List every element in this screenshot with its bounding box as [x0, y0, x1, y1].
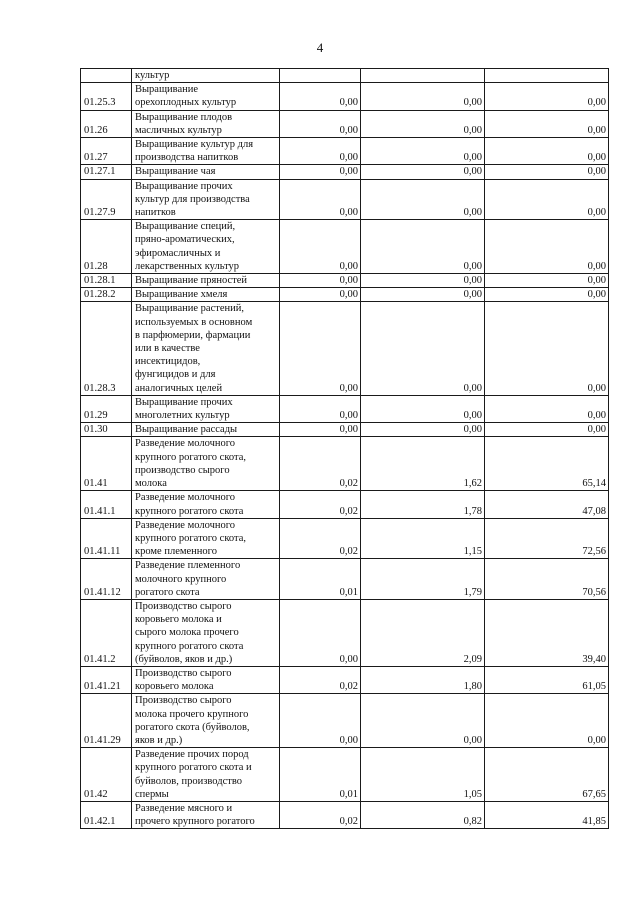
- activity-name-line: молока: [135, 478, 167, 490]
- value-col-3: 0,00: [485, 179, 609, 220]
- value-col-3: 0,00: [485, 694, 609, 748]
- activity-name: [132, 748, 280, 802]
- value-col-1: 0,00: [280, 694, 361, 748]
- activity-name-line: молока прочего крупного: [135, 708, 249, 720]
- activity-code: [81, 69, 132, 83]
- activity-name-line: Выращивание прочих: [135, 396, 233, 408]
- activity-code: 01.28.1: [81, 274, 132, 288]
- table-row: [81, 437, 609, 491]
- value-col-2: 0,00: [361, 423, 485, 437]
- value-col-3: 70,56: [485, 559, 609, 600]
- value-col-2: 0,00: [361, 274, 485, 288]
- activity-name: [132, 110, 280, 137]
- activity-name-line: или в качестве: [135, 343, 200, 355]
- value-col-3: 0,00: [485, 110, 609, 137]
- activity-name: [132, 83, 280, 110]
- activity-name-line: Выращивание пряностей: [135, 275, 248, 287]
- value-col-3: 65,14: [485, 437, 609, 491]
- activity-name-line: Разведение прочих пород: [135, 749, 249, 761]
- table-row: [81, 302, 609, 395]
- activity-name: [132, 801, 280, 828]
- activity-code: 01.29: [81, 395, 132, 422]
- activity-name: [132, 274, 280, 288]
- activity-code: 01.28.3: [81, 302, 132, 395]
- activity-name-line: масличных культур: [135, 124, 222, 136]
- activity-name-line: пряно-ароматических,: [135, 234, 235, 246]
- value-col-2: 1,80: [361, 666, 485, 693]
- activity-name-line: крупного рогатого скота и: [135, 762, 252, 774]
- value-col-2: 0,00: [361, 288, 485, 302]
- activity-name-line: фунгицидов и для: [135, 369, 216, 381]
- value-col-1: 0,00: [280, 599, 361, 666]
- activity-name-line: Производство сырого: [135, 667, 232, 679]
- activity-name: [132, 302, 280, 395]
- activity-code: 01.41.2: [81, 599, 132, 666]
- table-row: [81, 518, 609, 559]
- value-col-2: 0,00: [361, 110, 485, 137]
- activity-name-line: эфиромасличных и: [135, 247, 221, 259]
- table-row: [81, 599, 609, 666]
- table-row: [81, 220, 609, 274]
- table-row: [81, 179, 609, 220]
- value-col-2: 1,15: [361, 518, 485, 559]
- activity-code: 01.41.12: [81, 559, 132, 600]
- activity-code: 01.41: [81, 437, 132, 491]
- activity-name-line: коровьего молока: [135, 681, 214, 693]
- activity-code: 01.42: [81, 748, 132, 802]
- value-col-2: 0,82: [361, 801, 485, 828]
- activity-code: 01.41.29: [81, 694, 132, 748]
- table-row: [81, 83, 609, 110]
- activity-name: [132, 69, 280, 83]
- activity-code: 01.28: [81, 220, 132, 274]
- value-col-2: 0,00: [361, 83, 485, 110]
- table-row: [81, 110, 609, 137]
- value-col-3: 67,65: [485, 748, 609, 802]
- value-col-3: 0,00: [485, 165, 609, 179]
- value-col-1: [280, 69, 361, 83]
- data-table: [80, 68, 609, 829]
- table-row: [81, 69, 609, 83]
- value-col-1: 0,00: [280, 165, 361, 179]
- value-col-1: 0,00: [280, 288, 361, 302]
- value-col-3: 72,56: [485, 518, 609, 559]
- table-row: [81, 666, 609, 693]
- value-col-2: 0,00: [361, 165, 485, 179]
- activity-name: [132, 138, 280, 165]
- value-col-1: 0,00: [280, 83, 361, 110]
- table-row: [81, 801, 609, 828]
- value-col-2: 1,78: [361, 491, 485, 518]
- value-col-2: 2,09: [361, 599, 485, 666]
- activity-name: [132, 491, 280, 518]
- value-col-3: [485, 69, 609, 83]
- activity-name: [132, 666, 280, 693]
- activity-name-line: сырого молока прочего: [135, 627, 239, 639]
- value-col-1: 0,00: [280, 138, 361, 165]
- table-row: [81, 491, 609, 518]
- activity-name-line: культур для производства: [135, 193, 250, 205]
- activity-name-line: Производство сырого: [135, 600, 232, 612]
- activity-name-line: крупного рогатого скота,: [135, 532, 247, 544]
- activity-name: [132, 220, 280, 274]
- activity-name: [132, 559, 280, 600]
- activity-name-line: Выращивание специй,: [135, 221, 236, 233]
- value-col-2: 0,00: [361, 395, 485, 422]
- activity-name: [132, 179, 280, 220]
- value-col-1: 0,00: [280, 423, 361, 437]
- value-col-1: 0,01: [280, 559, 361, 600]
- value-col-2: 0,00: [361, 694, 485, 748]
- table-row: [81, 559, 609, 600]
- value-col-1: 0,00: [280, 302, 361, 395]
- table-row: [81, 288, 609, 302]
- activity-name-line: яков и др.): [135, 734, 183, 746]
- value-col-1: 0,02: [280, 437, 361, 491]
- value-col-3: 0,00: [485, 138, 609, 165]
- activity-name: [132, 423, 280, 437]
- activity-name-line: Разведение молочного: [135, 519, 236, 531]
- value-col-3: 39,40: [485, 599, 609, 666]
- activity-name-line: Производство сырого: [135, 695, 232, 707]
- activity-code: 01.27.1: [81, 165, 132, 179]
- value-col-2: 0,00: [361, 302, 485, 395]
- activity-name-line: крупного рогатого скота: [135, 505, 244, 517]
- value-col-2: 0,00: [361, 220, 485, 274]
- activity-name-line: Выращивание хмеля: [135, 289, 228, 301]
- value-col-1: 0,00: [280, 395, 361, 422]
- activity-name-line: производство сырого: [135, 464, 230, 476]
- activity-name-line: в парфюмерии, фармации: [135, 329, 251, 341]
- value-col-1: 0,01: [280, 748, 361, 802]
- activity-name: [132, 518, 280, 559]
- activity-name-line: Разведение мясного и: [135, 802, 233, 814]
- activity-name: [132, 694, 280, 748]
- activity-name-line: (буйволов, яков и др.): [135, 653, 233, 665]
- value-col-3: 0,00: [485, 288, 609, 302]
- activity-name-line: прочего крупного рогатого: [135, 816, 255, 828]
- activity-code: 01.25.3: [81, 83, 132, 110]
- activity-name-line: Выращивание плодов: [135, 111, 233, 123]
- table-row: [81, 748, 609, 802]
- value-col-1: 0,00: [280, 274, 361, 288]
- value-col-1: 0,00: [280, 220, 361, 274]
- activity-name-line: буйволов, производство: [135, 775, 242, 787]
- table-row: [81, 395, 609, 422]
- value-col-3: 0,00: [485, 83, 609, 110]
- activity-code: 01.42.1: [81, 801, 132, 828]
- value-col-1: 0,00: [280, 110, 361, 137]
- activity-name-line: орехоплодных культур: [135, 97, 237, 109]
- value-col-3: 61,05: [485, 666, 609, 693]
- activity-name: [132, 395, 280, 422]
- table-row: [81, 138, 609, 165]
- value-col-2: 1,62: [361, 437, 485, 491]
- activity-name-line: Выращивание: [135, 84, 199, 96]
- activity-name-line: Выращивание прочих: [135, 180, 233, 192]
- activity-name-line: Разведение племенного: [135, 560, 241, 572]
- value-col-2: 1,05: [361, 748, 485, 802]
- activity-name-line: спермы: [135, 788, 169, 800]
- value-col-2: 0,00: [361, 138, 485, 165]
- activity-code: 01.41.11: [81, 518, 132, 559]
- value-col-1: 0,02: [280, 518, 361, 559]
- table-row: [81, 274, 609, 288]
- value-col-3: 0,00: [485, 395, 609, 422]
- activity-name-line: Выращивание чая: [135, 166, 216, 178]
- value-col-3: 47,08: [485, 491, 609, 518]
- activity-name-line: кроме племенного: [135, 546, 217, 558]
- activity-code: 01.27.9: [81, 179, 132, 220]
- activity-name-line: культур: [135, 70, 170, 81]
- table-row: [81, 694, 609, 748]
- activity-name-line: молочного крупного: [135, 573, 227, 585]
- value-col-1: 0,02: [280, 801, 361, 828]
- value-col-3: 0,00: [485, 274, 609, 288]
- value-col-3: 0,00: [485, 302, 609, 395]
- value-col-2: [361, 69, 485, 83]
- activity-name-line: Разведение молочного: [135, 438, 236, 450]
- table-row: [81, 165, 609, 179]
- value-col-3: 0,00: [485, 423, 609, 437]
- activity-code: 01.26: [81, 110, 132, 137]
- value-col-1: 0,00: [280, 179, 361, 220]
- activity-name-line: Выращивание рассады: [135, 424, 238, 436]
- activity-name: [132, 288, 280, 302]
- activity-name-line: используемых в основном: [135, 316, 253, 328]
- table-row: [81, 423, 609, 437]
- activity-name-line: Разведение молочного: [135, 492, 236, 504]
- activity-name-line: Выращивание растений,: [135, 303, 244, 315]
- activity-name-line: аналогичных целей: [135, 382, 223, 394]
- activity-code: 01.41.21: [81, 666, 132, 693]
- value-col-2: 1,79: [361, 559, 485, 600]
- activity-name-line: производства напитков: [135, 152, 239, 164]
- activity-name-line: крупного рогатого скота: [135, 640, 244, 652]
- activity-name-line: коровьего молока и: [135, 614, 222, 626]
- activity-name-line: рогатого скота: [135, 586, 200, 598]
- activity-name-line: многолетних культур: [135, 410, 230, 422]
- activity-name: [132, 437, 280, 491]
- activity-name-line: лекарственных культур: [135, 260, 240, 272]
- activity-name: [132, 165, 280, 179]
- activity-code: 01.27: [81, 138, 132, 165]
- page-number: 4: [316, 40, 324, 55]
- value-col-1: 0,02: [280, 666, 361, 693]
- value-col-3: 41,85: [485, 801, 609, 828]
- activity-name-line: Выращивание культур для: [135, 139, 254, 151]
- value-col-3: 0,00: [485, 220, 609, 274]
- activity-name-line: рогатого скота (буйволов,: [135, 721, 250, 733]
- activity-name: [132, 599, 280, 666]
- activity-code: 01.41.1: [81, 491, 132, 518]
- activity-name-line: инсектицидов,: [135, 356, 201, 368]
- activity-code: 01.30: [81, 423, 132, 437]
- activity-name-line: напитков: [135, 207, 176, 219]
- value-col-2: 0,00: [361, 179, 485, 220]
- activity-code: 01.28.2: [81, 288, 132, 302]
- value-col-1: 0,02: [280, 491, 361, 518]
- activity-name-line: крупного рогатого скота,: [135, 451, 247, 463]
